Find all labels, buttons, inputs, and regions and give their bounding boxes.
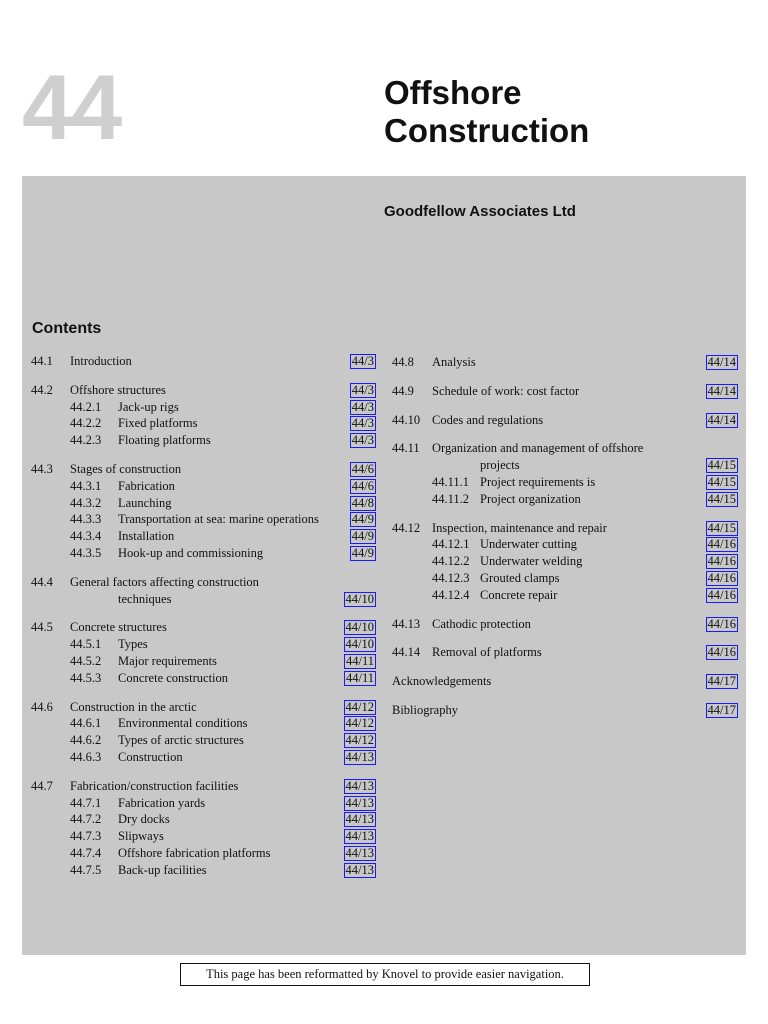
toc-entry[interactable]: 44.2 Offshore structures 44/3 <box>31 382 374 397</box>
toc-entry[interactable]: 44.14 Removal of platforms 44/16 <box>392 645 736 660</box>
page-link[interactable]: 44/10 <box>345 637 374 652</box>
page-link[interactable]: 44/17 <box>707 702 736 717</box>
page-link[interactable]: 44/10 <box>345 591 374 606</box>
toc-entry[interactable]: 44.3 Stages of construction 44/6 <box>31 461 374 476</box>
page-link[interactable]: 44/17 <box>707 674 736 689</box>
chapter-title-line-1: Offshore <box>384 74 522 111</box>
toc-subentry[interactable]: 44.12.3 Grouted clamps 44/16 <box>432 570 736 585</box>
toc-subentry[interactable]: 44.2.2 Fixed platforms 44/3 <box>70 416 374 431</box>
page-link[interactable]: 44/13 <box>345 829 374 844</box>
page-link[interactable]: 44/6 <box>351 478 374 493</box>
knovel-reformat-note: This page has been reformatted by Knovel to provide easier navigation. <box>180 963 590 986</box>
toc-entry[interactable]: 44.9 Schedule of work: cost factor 44/14 <box>392 383 736 398</box>
page-link[interactable]: 44/16 <box>707 645 736 660</box>
page-link[interactable]: 44/3 <box>351 416 374 431</box>
toc-subentry[interactable]: 44.2.1 Jack-up rigs 44/3 <box>70 399 374 414</box>
page-link[interactable]: 44/13 <box>345 778 374 793</box>
chapter-title <box>384 74 589 150</box>
page-link[interactable]: 44/12 <box>345 716 374 731</box>
toc-left-column <box>31 353 376 879</box>
toc-subentry[interactable]: 44.7.3 Slipways 44/13 <box>70 829 374 844</box>
toc-entry[interactable]: 44.6 Construction in the arctic 44/12 <box>31 699 374 714</box>
toc-subentry[interactable]: 44.11.1 Project requirements is 44/15 <box>432 474 736 489</box>
page-link[interactable]: 44/15 <box>707 458 736 473</box>
page-link[interactable]: 44/3 <box>351 354 374 368</box>
page-link[interactable]: 44/14 <box>707 355 736 369</box>
page-link[interactable]: 44/3 <box>351 433 374 448</box>
page-link[interactable]: 44/13 <box>345 749 374 764</box>
toc-subentry[interactable]: 44.3.1 Fabrication 44/6 <box>70 478 374 493</box>
toc-subentry[interactable]: 44.7.4 Offshore fabrication platforms 44/13 <box>70 845 374 860</box>
page-link[interactable]: 44/16 <box>707 616 736 631</box>
toc-entry[interactable]: 44.5 Concrete structures 44/10 <box>31 620 374 635</box>
toc-subentry[interactable]: 44.6.2 Types of arctic structures 44/12 <box>70 733 374 748</box>
page-link[interactable]: 44/12 <box>345 699 374 714</box>
toc-entry[interactable]: 44.10 Codes and regulations 44/14 <box>392 412 736 427</box>
toc-subentry[interactable]: 44.3.4 Installation 44/9 <box>70 529 374 544</box>
toc-entry[interactable]: 44.1 Introduction 44/3 <box>31 354 374 368</box>
page-link[interactable]: 44/8 <box>351 495 374 510</box>
toc-subentry[interactable]: 44.2.3 Floating platforms 44/3 <box>70 433 374 448</box>
chapter-title-line-2: Construction <box>384 112 590 149</box>
toc-subentry[interactable]: 44.12.4 Concrete repair 44/16 <box>432 587 736 602</box>
page-link[interactable]: 44/3 <box>351 399 374 414</box>
toc-subentry[interactable]: 44.3.5 Hook-up and commissioning 44/9 <box>70 545 374 560</box>
toc-entry-acknowledgements[interactable]: Acknowledgements 44/17 <box>392 674 736 689</box>
toc-subentry[interactable]: 44.5.2 Major requirements 44/11 <box>70 653 374 668</box>
toc-right-column <box>392 354 738 719</box>
toc-entry[interactable]: 44.7 Fabrication/construction facilities 44/13 <box>31 778 374 793</box>
toc-subentry[interactable]: 44.7.1 Fabrication yards 44/13 <box>70 795 374 810</box>
page-link[interactable]: 44/16 <box>707 554 736 569</box>
page-link[interactable]: 44/11 <box>345 653 374 668</box>
toc-entry[interactable]: 44.13 Cathodic protection 44/16 <box>392 616 736 631</box>
page-link[interactable]: 44/15 <box>707 520 736 535</box>
toc-subentry[interactable]: 44.3.2 Launching 44/8 <box>70 495 374 510</box>
page-link[interactable]: 44/10 <box>345 620 374 635</box>
contents-heading: Contents <box>32 320 102 337</box>
page-link[interactable]: 44/16 <box>707 570 736 585</box>
toc-entry[interactable]: 44.4 General factors affecting construction <box>31 574 259 589</box>
toc-entry[interactable]: 44.11 Organization and management of offshore <box>392 441 644 456</box>
toc-subentry[interactable]: 44.5.3 Concrete construction 44/11 <box>70 670 374 685</box>
toc-subentry[interactable]: 44.12.1 Underwater cutting 44/16 <box>432 537 736 552</box>
page-link[interactable]: 44/14 <box>707 412 736 427</box>
toc-entry-continued[interactable]: techniques 44/10 <box>118 591 374 606</box>
toc-subentry[interactable]: 44.7.5 Back-up facilities 44/13 <box>70 862 374 877</box>
toc-subentry[interactable]: 44.5.1 Types 44/10 <box>70 637 374 652</box>
toc-entry-bibliography[interactable]: Bibliography 44/17 <box>392 702 736 717</box>
page-link[interactable]: 44/6 <box>351 461 374 476</box>
toc-subentry[interactable]: 44.12.2 Underwater welding 44/16 <box>432 554 736 569</box>
toc-entry[interactable]: 44.12 Inspection, maintenance and repair 44/15 <box>392 520 736 535</box>
toc-entry-continued[interactable]: projects 44/15 <box>480 458 736 473</box>
page-link[interactable]: 44/13 <box>345 795 374 810</box>
page-link[interactable]: 44/15 <box>707 491 736 506</box>
page-link[interactable]: 44/13 <box>345 862 374 877</box>
page-link[interactable]: 44/14 <box>707 383 736 398</box>
page-link[interactable]: 44/9 <box>351 545 374 560</box>
page-link[interactable]: 44/15 <box>707 474 736 489</box>
page-link[interactable]: 44/13 <box>345 845 374 860</box>
toc-subentry[interactable]: 44.6.1 Environmental conditions 44/12 <box>70 716 374 731</box>
toc-subentry[interactable]: 44.7.2 Dry docks 44/13 <box>70 812 374 827</box>
page-link[interactable]: 44/9 <box>351 512 374 527</box>
page-link[interactable]: 44/16 <box>707 537 736 552</box>
toc-entry[interactable]: 44.8 Analysis 44/14 <box>392 355 736 369</box>
toc-subentry[interactable]: 44.6.3 Construction 44/13 <box>70 749 374 764</box>
page-link[interactable]: 44/11 <box>345 670 374 685</box>
chapter-number: 44 <box>22 57 121 159</box>
page-link[interactable]: 44/13 <box>345 812 374 827</box>
page-link[interactable]: 44/16 <box>707 587 736 602</box>
page-link[interactable]: 44/9 <box>351 529 374 544</box>
chapter-author: Goodfellow Associates Ltd <box>384 203 576 220</box>
page-link[interactable]: 44/12 <box>345 733 374 748</box>
toc-subentry[interactable]: 44.3.3 Transportation at sea: marine operations 44/9 <box>70 512 374 527</box>
toc-subentry[interactable]: 44.11.2 Project organization 44/15 <box>432 491 736 506</box>
page-link[interactable]: 44/3 <box>351 382 374 397</box>
